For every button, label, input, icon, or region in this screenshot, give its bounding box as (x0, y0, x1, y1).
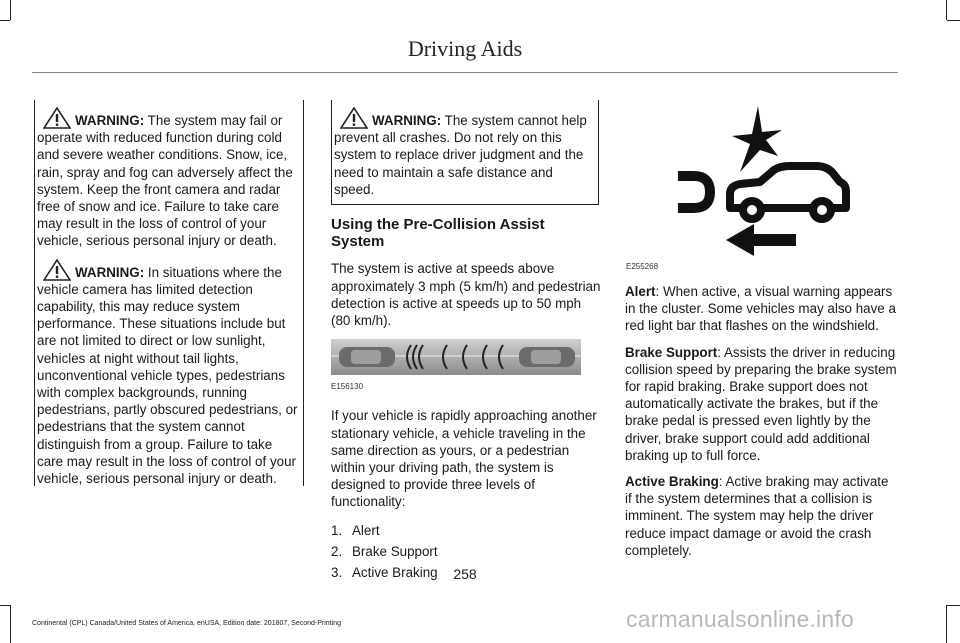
right-column (625, 283, 897, 559)
pre-collision-sensing-figure (331, 339, 581, 377)
arrow-left-icon (726, 224, 796, 256)
car-icon (339, 347, 395, 367)
car-outline-icon (730, 166, 846, 219)
term-alert: Alert (625, 284, 656, 299)
header-rule (32, 72, 898, 73)
term-brake-support: Brake Support (625, 344, 718, 360)
warning-triangle-icon (340, 107, 368, 129)
warning-label: WARNING: (372, 113, 442, 128)
middle-column-body (331, 216, 601, 581)
figure-id: E156130 (331, 382, 364, 392)
crop-mark (946, 0, 947, 20)
warning-label: WARNING: (75, 113, 145, 128)
site-watermark: carmanualsonline.info (626, 606, 854, 632)
list-number: 2. (331, 543, 343, 559)
crop-mark (0, 605, 10, 606)
crop-mark (10, 605, 11, 643)
page-number: 258 (453, 566, 477, 582)
alert-text: : When active, a visual warning appears in the cluster. Some vehicles may also have a red light bar that flashes on the windshield. (625, 284, 896, 334)
paragraph-brake-support (625, 344, 897, 464)
warning-cannot-prevent (334, 107, 596, 198)
paragraph-speeds: The system is active at speeds above approximately 3 mph (5 km/h) and pedestrian detection is active at speeds up to 50 mph (80 km/h). (331, 261, 601, 329)
brake-support-text: : Assists the driver in reducing collision speed by preparing the brake system for rapid braking. Brake support does not automatically activate the brakes, but if the brake pedal is pressed even lightly by the driver, brake support could add additional braking up to full force. (625, 344, 897, 463)
warning-text: The system may fail or operate with reduced function during cold and severe weather conditions. Snow, ice, rain, spray and fog can adversely affect the system. Keep the front camera and radar free of snow and ice. Failure to take care may result in the loss of control of your vehicle, serious personal injury or death. (37, 113, 293, 249)
paragraph-active-braking (625, 473, 897, 559)
term-active-braking: Active Braking (625, 474, 719, 490)
crop-mark (0, 20, 10, 21)
page-title: Driving Aids (407, 36, 523, 61)
paragraph-alert (625, 283, 897, 335)
figure-id: E255268 (626, 262, 659, 271)
warning-triangle-icon (43, 107, 71, 129)
crop-mark (947, 605, 960, 606)
paragraph-functionality: If your vehicle is rapidly approaching another stationary vehicle, a vehicle traveling in the same direction as yours, or a pedestrian within your driving path, the system is designed to provide three levels of functionality: (331, 408, 597, 510)
crop-mark (10, 0, 11, 20)
list-item (331, 543, 601, 560)
crop-mark (946, 605, 947, 643)
crop-mark (947, 20, 960, 21)
crash-star-icon (732, 106, 782, 172)
warning-cold-weather (37, 107, 299, 250)
collision-warning-figure (670, 100, 870, 260)
warning-triangle-icon (43, 259, 71, 281)
section-heading: Using the Pre-Collision Assist System (331, 216, 545, 251)
list-label: Active Braking (352, 565, 438, 581)
car-icon (519, 347, 575, 367)
list-item (331, 522, 601, 539)
left-column (37, 107, 299, 487)
edition-info: Continental (CPL) Canada/United States of America, enUSA, Edition date: 201807, Second-Printing (32, 620, 341, 627)
warning-label: WARNING: (75, 264, 145, 280)
list-label: Alert (352, 522, 380, 538)
list-number: 3. (331, 565, 343, 581)
active-braking-text: : Active braking may activate if the system determines that a collision is imminent. The system may help the driver reduce impact damage or avoid the crash completely. (625, 474, 889, 558)
sound-wave-icon (678, 176, 710, 208)
list-number: 1. (331, 522, 343, 538)
warning-text: The system cannot help prevent all crashes. Do not rely on this system to replace driver judgment and the need to maintain a safe distance and speed. (334, 113, 587, 197)
list-label: Brake Support (352, 543, 438, 559)
warning-text: In situations where the vehicle camera has limited detection capability, this may reduce system performance. These situations include but are not limited to direct or low sunlight, vehicles at night without tail lights, unconventional vehicle types, pedestrians with complex backgrounds, running pedestrians, partly obscured pedestrians, or pedestrians that the system cannot distinguish from a group. Failure to take care may result in the loss of control of your vehicle, serious personal injury or death. (37, 264, 298, 487)
middle-column (334, 107, 600, 198)
warning-camera-limits (37, 259, 299, 488)
